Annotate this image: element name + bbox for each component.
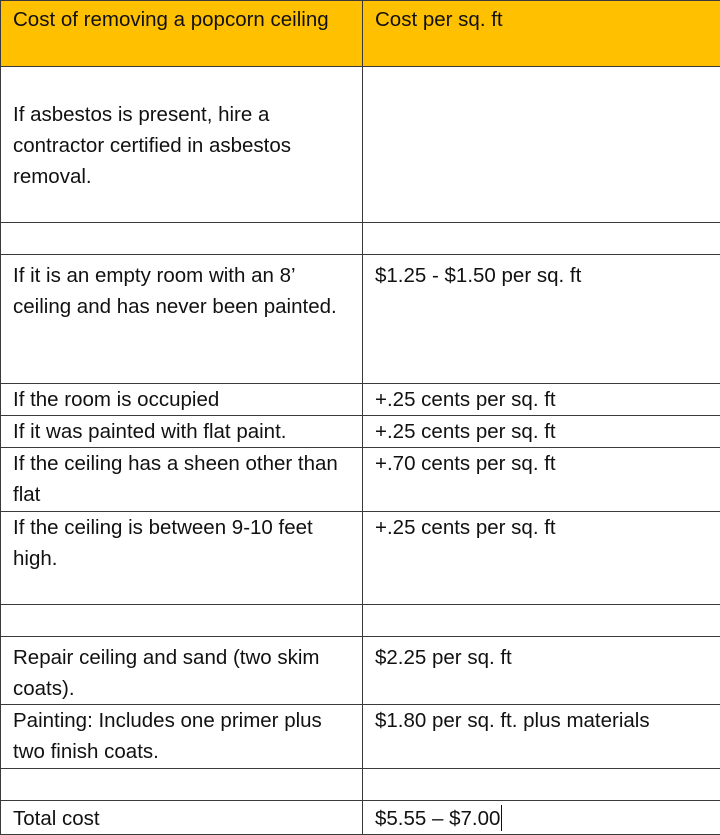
table-row-empty (1, 769, 720, 801)
row-cost-cell: $1.80 per sq. ft. plus materials (363, 705, 720, 769)
table-row-empty (1, 605, 720, 637)
row-cost-cell (363, 223, 720, 255)
table-row (1, 512, 720, 605)
row-item-cell: If the ceiling has a sheen other than flat (1, 448, 363, 512)
total-label-cell: Total cost (1, 801, 363, 835)
row-item-cell (1, 605, 363, 637)
row-cost-cell: $1.25 - $1.50 per sq. ft (363, 255, 720, 384)
table-row-empty (1, 223, 720, 255)
table-row (1, 67, 720, 223)
table-row (1, 448, 720, 512)
row-cost-cell: $2.25 per sq. ft (363, 637, 720, 705)
row-cost-cell: +.25 cents per sq. ft (363, 384, 720, 416)
row-item-cell: If the room is occupied (1, 384, 363, 416)
row-item-cell: If the ceiling is between 9-10 feet high. (1, 512, 363, 605)
total-cost-value: $5.55 – $7.00 (375, 807, 500, 830)
row-item-cell: Painting: Includes one primer plus two finish coats. (1, 705, 363, 769)
row-item-cell: If asbestos is present, hire a contractor certified in asbestos removal. (1, 67, 363, 223)
row-cost-cell: +.25 cents per sq. ft (363, 416, 720, 448)
table-row (1, 705, 720, 769)
table-row (1, 416, 720, 448)
header-cell-description: Cost of removing a popcorn ceiling (1, 1, 363, 67)
total-cost-cell[interactable] (363, 801, 720, 835)
table-row (1, 384, 720, 416)
text-cursor (501, 805, 502, 831)
row-cost-cell (363, 67, 720, 223)
row-cost-cell: +.25 cents per sq. ft (363, 512, 720, 605)
row-item-cell (1, 223, 363, 255)
row-item-cell: If it was painted with flat paint. (1, 416, 363, 448)
row-cost-cell (363, 605, 720, 637)
table-row-total (1, 801, 720, 835)
header-cell-cost: Cost per sq. ft (363, 1, 720, 67)
row-item-cell: Repair ceiling and sand (two skim coats). (1, 637, 363, 705)
row-item-cell (1, 769, 363, 801)
table-row (1, 637, 720, 705)
table-header-row (1, 1, 720, 67)
row-item-cell: If it is an empty room with an 8’ ceiling and has never been painted. (1, 255, 363, 384)
row-cost-cell (363, 769, 720, 801)
row-cost-cell: +.70 cents per sq. ft (363, 448, 720, 512)
table-row (1, 255, 720, 384)
